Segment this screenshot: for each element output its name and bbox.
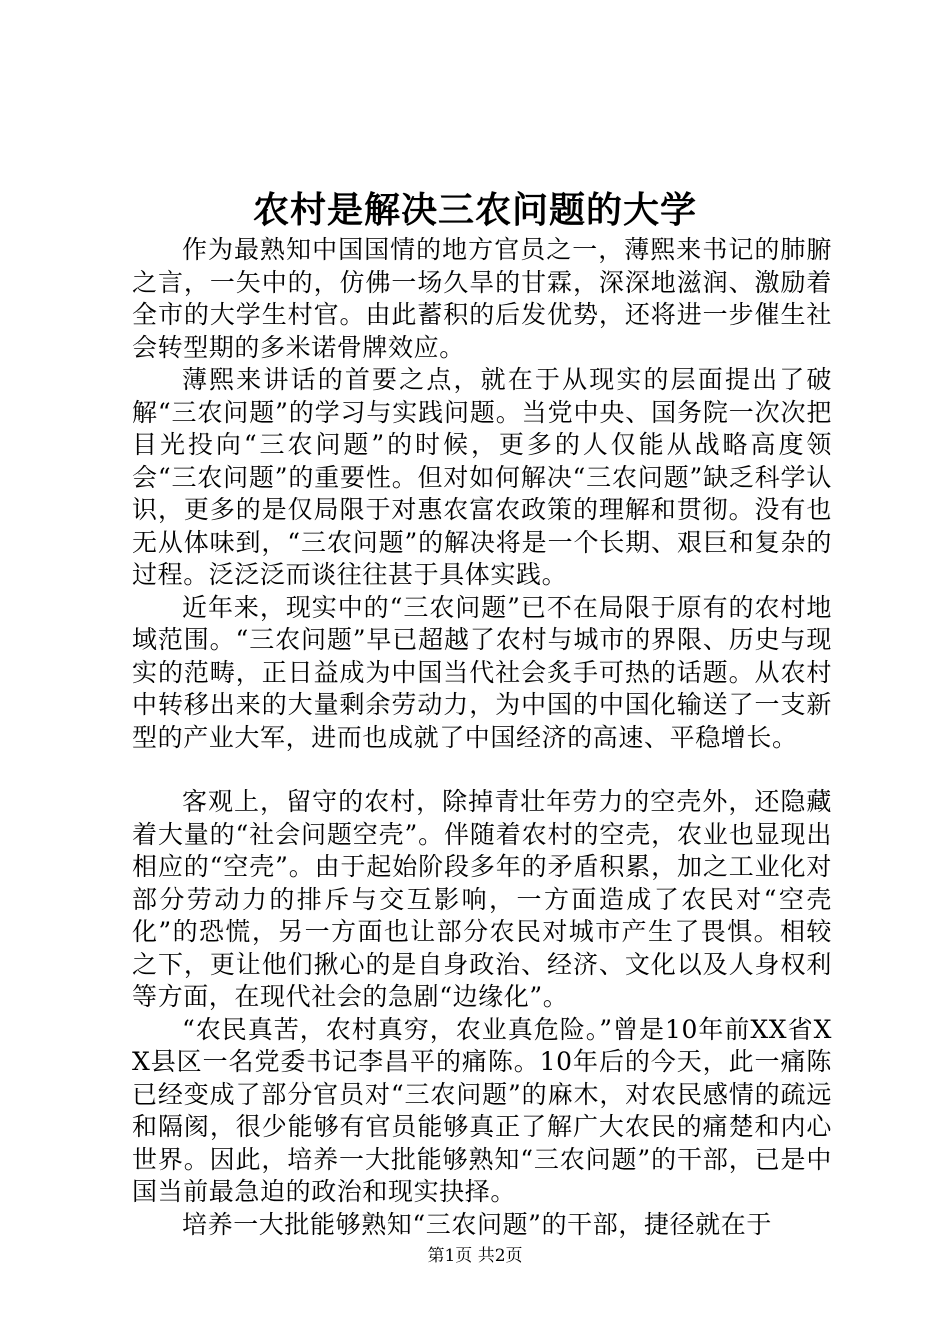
paragraph-6: 培养一大批能够熟知“三农问题”的干部，捷径就在于: [182, 1209, 772, 1239]
document-title: 农村是解决三农问题的大学: [252, 189, 697, 231]
page-indicator: 第1页 共2页: [427, 1246, 523, 1266]
paragraph-2: 薄熙来讲话的首要之点，就在于从现实的层面提出了破解“三农问题”的学习与实践问题。当党中央、国务院一次次把目光投向“三农问题”的时候，更多的人仅能从战略高度领会“三农问题”的重要性。但对如何解决“三农问题”缺乏科学认识，更多的是仅局限于对惠农富农政策的理解和贯彻。没有也无从体味到，“三农问题”的解决将是一个长期、艰巨和复杂的过程。泛泛泛而谈往往甚于具体实践。: [132, 365, 832, 589]
paragraph-1: 作为最熟知中国国情的地方官员之一，薄熙来书记的肺腑之言，一矢中的，仿佛一场久旱的甘霖，深深地滋润、激励着全市的大学生村官。由此蓄积的后发优势，还将进一步催生社会转型期的多米诺骨牌效应。: [132, 235, 832, 362]
paragraph-5: “农民真苦，农村真穷，农业真危险。”曾是10年前XX省XX县区一名党委书记李昌平的痛陈。10年后的今天，此一痛陈已经变成了部分官员对“三农问题”的麻木，对农民感情的疏远和隔阂，很少能够有官员能够真正了解广大农民的痛楚和内心世界。因此，培养一大批能够熟知“三农问题”的干部，已是中国当前最急迫的政治和现实抉择。: [132, 1014, 832, 1206]
paragraph-4: 客观上，留守的农村，除掉青壮年劳力的空壳外，还隐藏着大量的“社会问题空壳”。伴随着农村的空壳，农业也显现出相应的“空壳”。由于起始阶段多年的矛盾积累，加之工业化对部分劳动力的排斥与交互影响，一方面造成了农民对“空壳化”的恐慌，另一方面也让部分农民对城市产生了畏惧。相较之下，更让他们揪心的是自身政治、经济、文化以及人身权利等方面，在现代社会的急剧“边缘化”。: [132, 787, 832, 1011]
paragraph-3: 近年来，现实中的“三农问题”已不在局限于原有的农村地域范围。“三农问题”早已超越了农村与城市的界限、历史与现实的范畴，正日益成为中国当代社会炙手可热的话题。从农村中转移出来的大量剩余劳动力，为中国的中国化输送了一支新型的产业大军，进而也成就了中国经济的高速、平稳增长。: [132, 592, 832, 752]
document-body: [132, 234, 832, 1241]
